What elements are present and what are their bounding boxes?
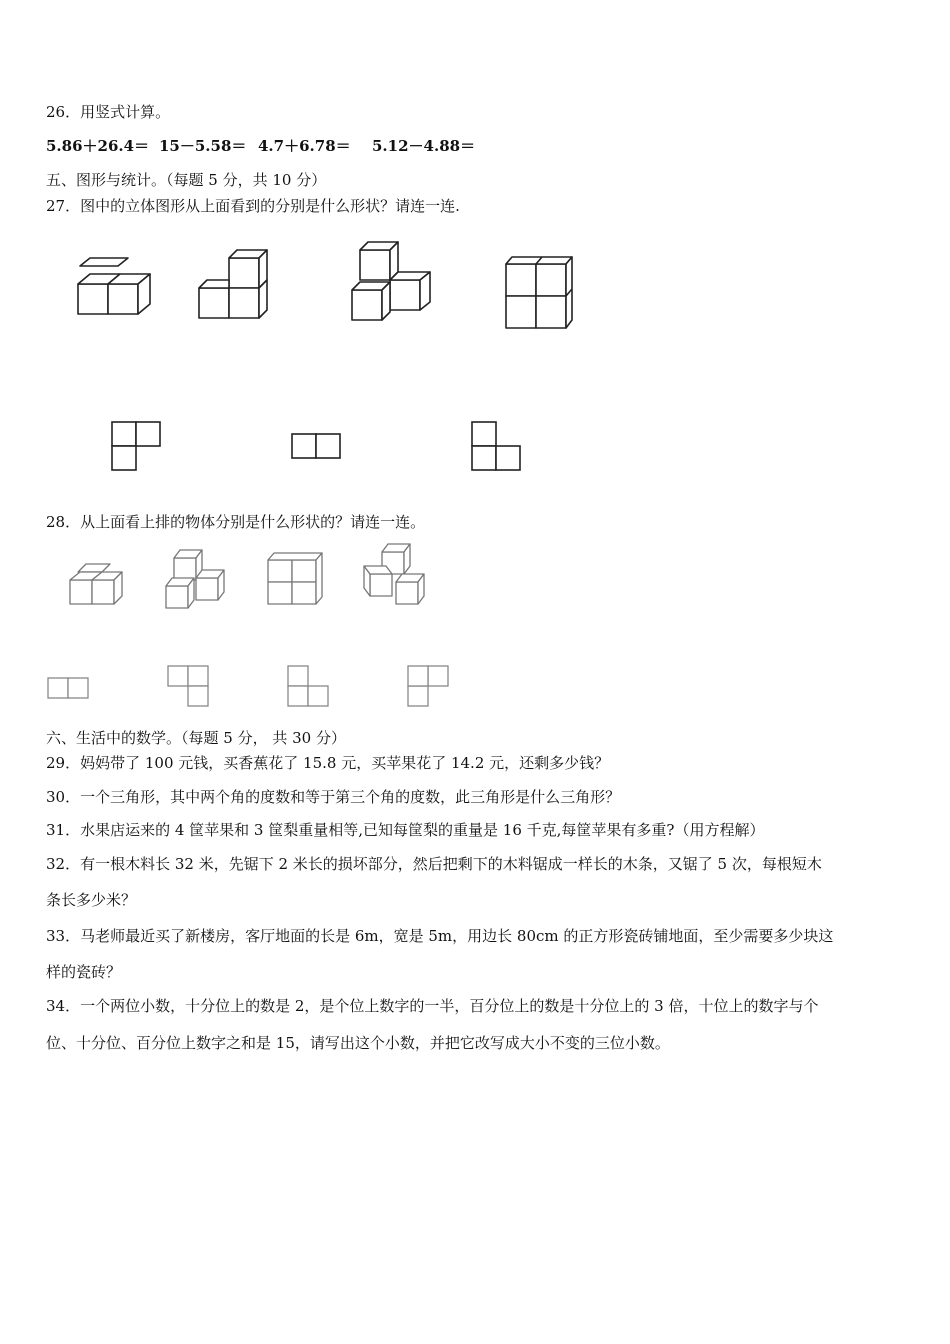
q33-line2: 样的瓷砖？	[46, 963, 122, 981]
q30-text: 30．一个三角形，其中两个角的度数和等于第三个角的度数，此三角形是什么三角形？	[46, 788, 621, 806]
q33-line1: 33．马老师最近买了新楼房，客厅地面的长是 6m，宽是 5m，用边长 80cm 的正方形瓷砖铺地面，至少需要多少块这	[46, 927, 834, 945]
q32-line1: 32．有一根木料长 32 米，先锯下 2 米长的损坏部分，然后把剩下的木料锯成一样长的木条，又锯了 5 次，每根短木	[46, 855, 822, 873]
calc-4: 5.12－4.88＝	[372, 137, 476, 155]
q28-view-c	[284, 664, 332, 712]
calc-3: 4.7＋6.78＝	[258, 137, 351, 155]
q28-title: 28．从上面看上排的物体分别是什么形状的？请连一连。	[46, 513, 426, 531]
calc-2: 15－5.58＝	[159, 137, 247, 155]
q34-line2: 位、十分位、百分位上数字之和是 15，请写出这个小数，并把它改写成大小不变的三位小数。	[46, 1034, 670, 1052]
q26-title: 26．用竖式计算。	[46, 103, 171, 121]
calc-1: 5.86＋26.4＝	[46, 137, 150, 155]
q29-text: 29．妈妈带了 100 元钱，买香蕉花了 15.8 元，买苹果花了 14.2 元，还剩多少钱？	[46, 754, 610, 772]
q28-solid-a	[66, 560, 128, 608]
q27-solid-2	[196, 246, 286, 326]
q31-text: 31．水果店运来的 4 筐苹果和 3 筐梨重量相等,已知每筐梨的重量是 16 千克,每筐苹果有多重?（用方程解）	[46, 821, 765, 839]
q32-line2: 条长多少米？	[46, 891, 137, 909]
q27-solid-4	[500, 254, 590, 334]
q28-solid-c	[264, 550, 326, 610]
q27-solid-3	[346, 238, 446, 326]
q28-view-a	[46, 674, 94, 702]
q26-calculations	[46, 136, 486, 156]
q27-view-2	[290, 432, 346, 464]
q28-solid-b	[160, 548, 230, 612]
q27-title: 27．图中的立体图形从上面看到的分别是什么形状？请连一连.	[46, 197, 460, 215]
q28-view-d	[404, 664, 452, 712]
q27-view-1	[110, 420, 166, 476]
q34-line1: 34．一个两位小数，十分位上的数是 2，是个位上数字的一半，百分位上的数是十分位上的 3 倍，十位上的数字与个	[46, 997, 819, 1015]
q27-view-3	[470, 420, 526, 476]
section6-title: 六、生活中的数学。（每题 5 分， 共 30 分）	[46, 729, 346, 747]
q28-solid-d	[356, 542, 428, 608]
section5-title: 五、图形与统计。（每题 5 分，共 10 分）	[46, 171, 327, 189]
q27-solid-1	[70, 258, 160, 320]
q28-view-b	[164, 664, 212, 712]
